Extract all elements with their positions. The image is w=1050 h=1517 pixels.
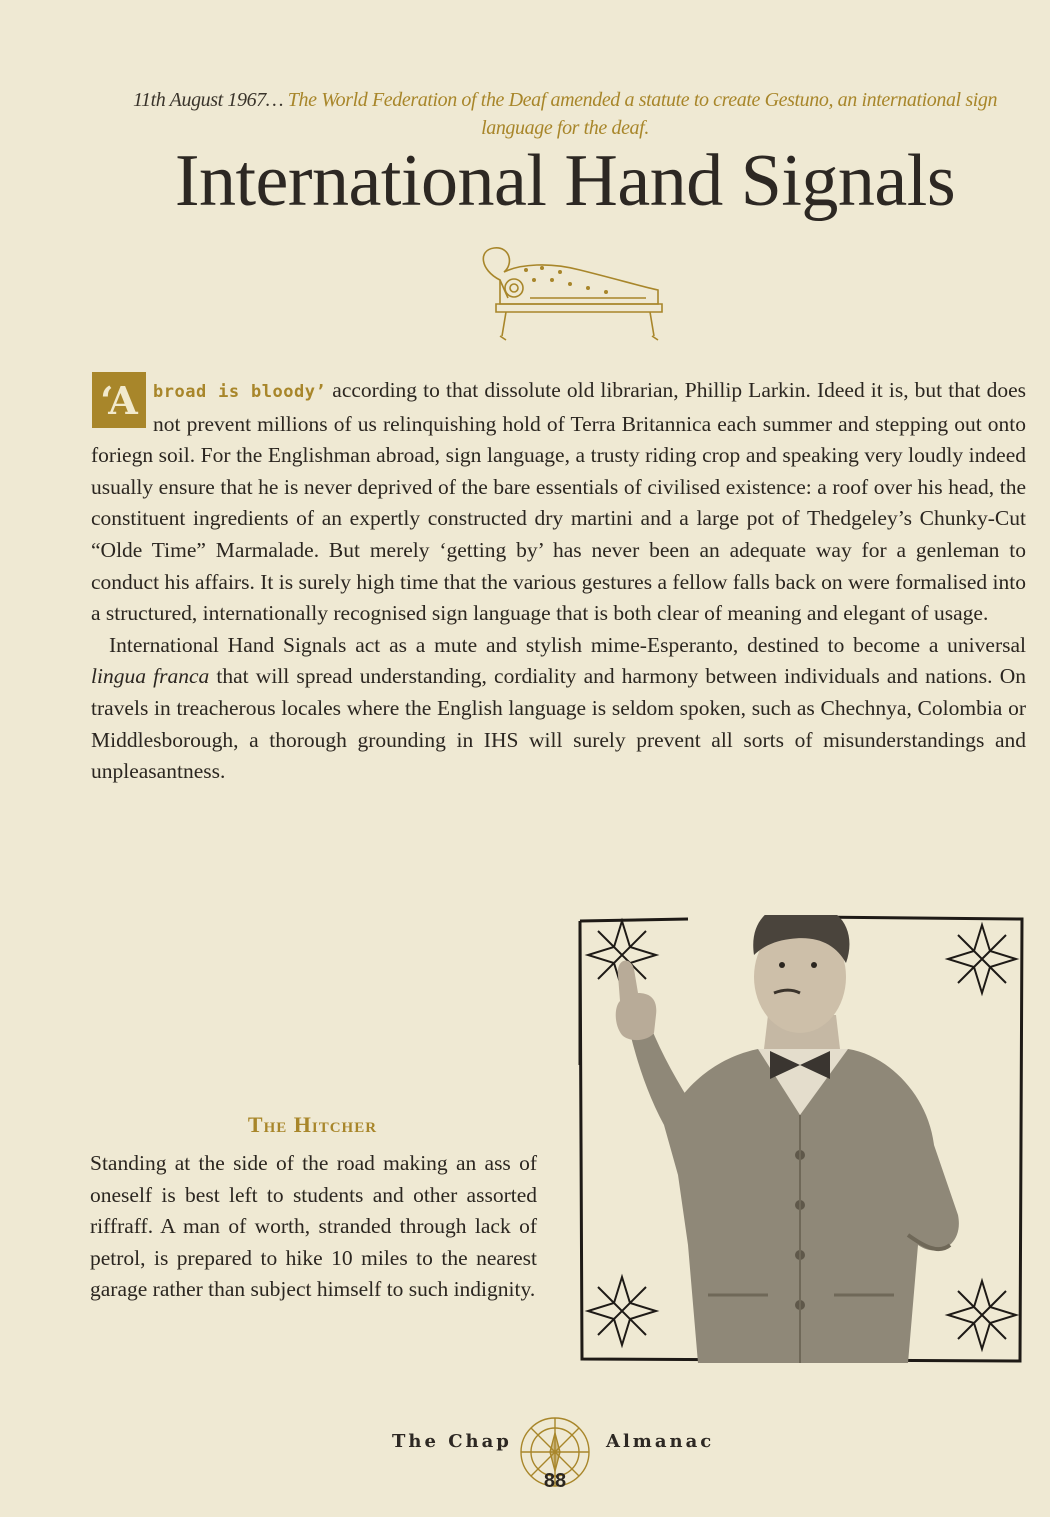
paragraph-1: broad is bloody’ according to that dissolute old librarian, Phillip Larkin. Ideed it is, but that does not prevent millions of us relinquishing hold of Terra Britannica each summer and stepping out onto foriegn soil. For the Englishman abroad, sign language, a trusty riding crop and speaking very loudly indeed usually ensure that he is never deprived of the bare essentials of civilised existence: a roof over his head, the constituent ingredients of an expertly constructed dry martini and a large pot of Thedgeley’s Chunky-Cut “Olde Time” Marmalade. But merely ‘getting by’ has never been an adequate way for a genleman to conduct his affairs. It is surely high time that the various gestures a fellow falls back on were formalised into a structured, internationally recognised sign language that is both clear of meaning and elegant of usage. — [91, 378, 1026, 626]
chaise-longue-icon — [470, 240, 670, 346]
kicker-text: The World Federation of the Deaf amended a statute to create Gestuno, an international sign language for the deaf. — [283, 89, 998, 139]
paragraph-2: International Hand Signals act as a mute and stylish mime-Esperanto, destined to become a universal lingua franca that will spread understanding, cordiality and harmony between individuals and nations. On travels in treacherous locales where the English language is seldom spoken, such as Chechnya, Colombia or Middlesborough, a thorough grounding in IHS will surely prevent all sorts of misunderstandings and unpleasantness. — [91, 632, 1026, 784]
lead-phrase: broad is bloody’ — [153, 382, 327, 402]
hitcher-heading: The Hitcher — [247, 1112, 378, 1137]
footer-left: The Chap — [392, 1431, 512, 1452]
kicker — [100, 86, 1030, 142]
drop-cap: ‘A — [92, 372, 146, 428]
page-title: International Hand Signals — [174, 140, 956, 222]
hitcher-illustration — [578, 915, 1024, 1363]
kicker-date: 11th August 1967… — [132, 89, 284, 111]
article-body — [91, 375, 1026, 788]
page-number: 88 — [543, 1470, 567, 1492]
hitcher-text: Standing at the side of the road making an ass of oneself is best left to students and other assorted riffraff. A man of worth, stranded through lack of petrol, is prepared to hike 10 miles to the nearest garage rather than subject himself to such indignity. — [90, 1151, 537, 1302]
footer-right: Almanac — [606, 1431, 715, 1452]
